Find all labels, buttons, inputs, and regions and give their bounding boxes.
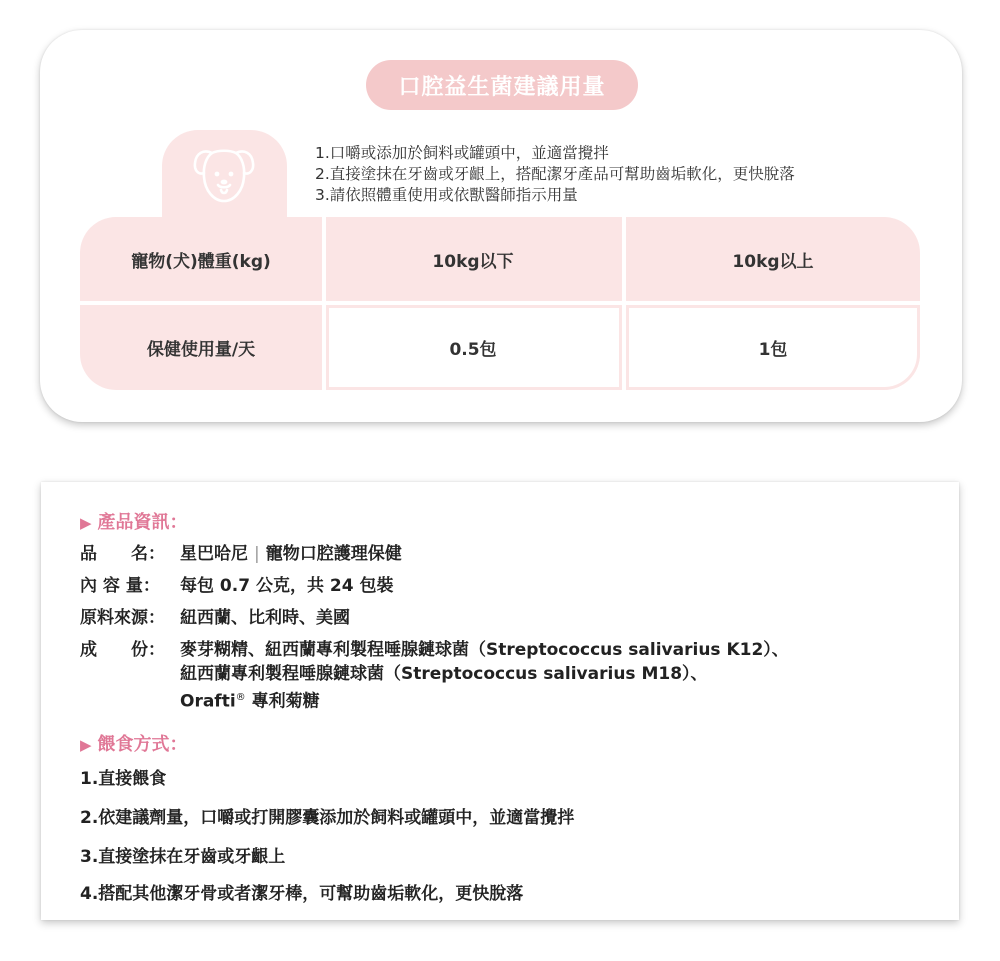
spec-row-ingredients bbox=[80, 638, 789, 714]
dose-under-10kg: 0.5包 bbox=[449, 340, 497, 360]
product-info-heading-text: 產品資訊： bbox=[97, 512, 188, 533]
ingredients-line: 麥芽糊精、紐西蘭專利製程唾腺鏈球菌（Streptococcus salivarius K12）、 bbox=[180, 640, 789, 660]
weight-under-10kg: 10kg以下 bbox=[432, 251, 514, 272]
orafti-brand: Orafti bbox=[180, 691, 236, 712]
ingredients-line bbox=[180, 686, 789, 714]
product-info-heading bbox=[80, 508, 188, 534]
dose-over-10kg: 1包 bbox=[758, 340, 788, 360]
spec-value: 每包 0.7 公克，共 24 包裝 bbox=[180, 576, 394, 596]
spec-row-content bbox=[80, 574, 393, 598]
spec-key: 品 名： bbox=[80, 544, 165, 564]
pet-tab bbox=[162, 130, 287, 230]
weight-over-10kg: 10kg以上 bbox=[732, 251, 814, 272]
feeding-heading bbox=[80, 730, 188, 756]
spec-row-name bbox=[80, 542, 402, 566]
inulin-text: 專利菊糖 bbox=[245, 691, 320, 712]
feeding-step: 2.依建議劑量，口嚼或打開膠囊添加於飼料或罐頭中，並適當攪拌 bbox=[80, 808, 575, 828]
dosage-note: 2.直接塗抹在牙齒或牙齦上，搭配潔牙產品可幫助齒垢軟化，更快脫落 bbox=[315, 165, 795, 183]
dosage-note: 3.請依照體重使用或依獸醫師指示用量 bbox=[315, 186, 578, 204]
ingredients-line: 紐西蘭專利製程唾腺鏈球菌（Streptococcus salivarius M18）、 bbox=[180, 664, 708, 684]
registered-mark: ® bbox=[235, 692, 246, 703]
bullet-triangle-icon: ▶ bbox=[80, 514, 92, 532]
spec-row-origin bbox=[80, 606, 350, 630]
name-separator: | bbox=[254, 544, 260, 564]
dog-face-icon bbox=[190, 141, 258, 209]
product-name: 寵物口腔護理保健 bbox=[265, 544, 402, 564]
spec-value: 紐西蘭、比利時、美國 bbox=[180, 608, 350, 628]
feeding-step: 3.直接塗抹在牙齒或牙齦上 bbox=[80, 847, 286, 867]
spec-key: 原料來源： bbox=[80, 608, 165, 628]
feeding-heading-text: 餵食方式： bbox=[97, 734, 188, 755]
daily-dose-label: 保健使用量/天 bbox=[146, 340, 256, 360]
feeding-step: 4.搭配其他潔牙骨或者潔牙棒，可幫助齒垢軟化，更快脫落 bbox=[80, 884, 524, 904]
weight-header-label: 寵物(犬)體重(kg) bbox=[131, 251, 271, 272]
dosage-note: 1.口嚼或添加於飼料或罐頭中，並適當攪拌 bbox=[315, 144, 609, 162]
brand-name: 星巴哈尼 bbox=[180, 544, 248, 564]
spec-key: 成 份： bbox=[80, 640, 165, 660]
dosage-notes bbox=[315, 143, 795, 206]
bullet-triangle-icon: ▶ bbox=[80, 736, 92, 754]
dosage-title: 口腔益生菌建議用量 bbox=[366, 60, 638, 110]
spec-key: 內 容 量： bbox=[80, 576, 160, 596]
feeding-step: 1.直接餵食 bbox=[80, 769, 167, 789]
dosage-table bbox=[80, 217, 920, 390]
